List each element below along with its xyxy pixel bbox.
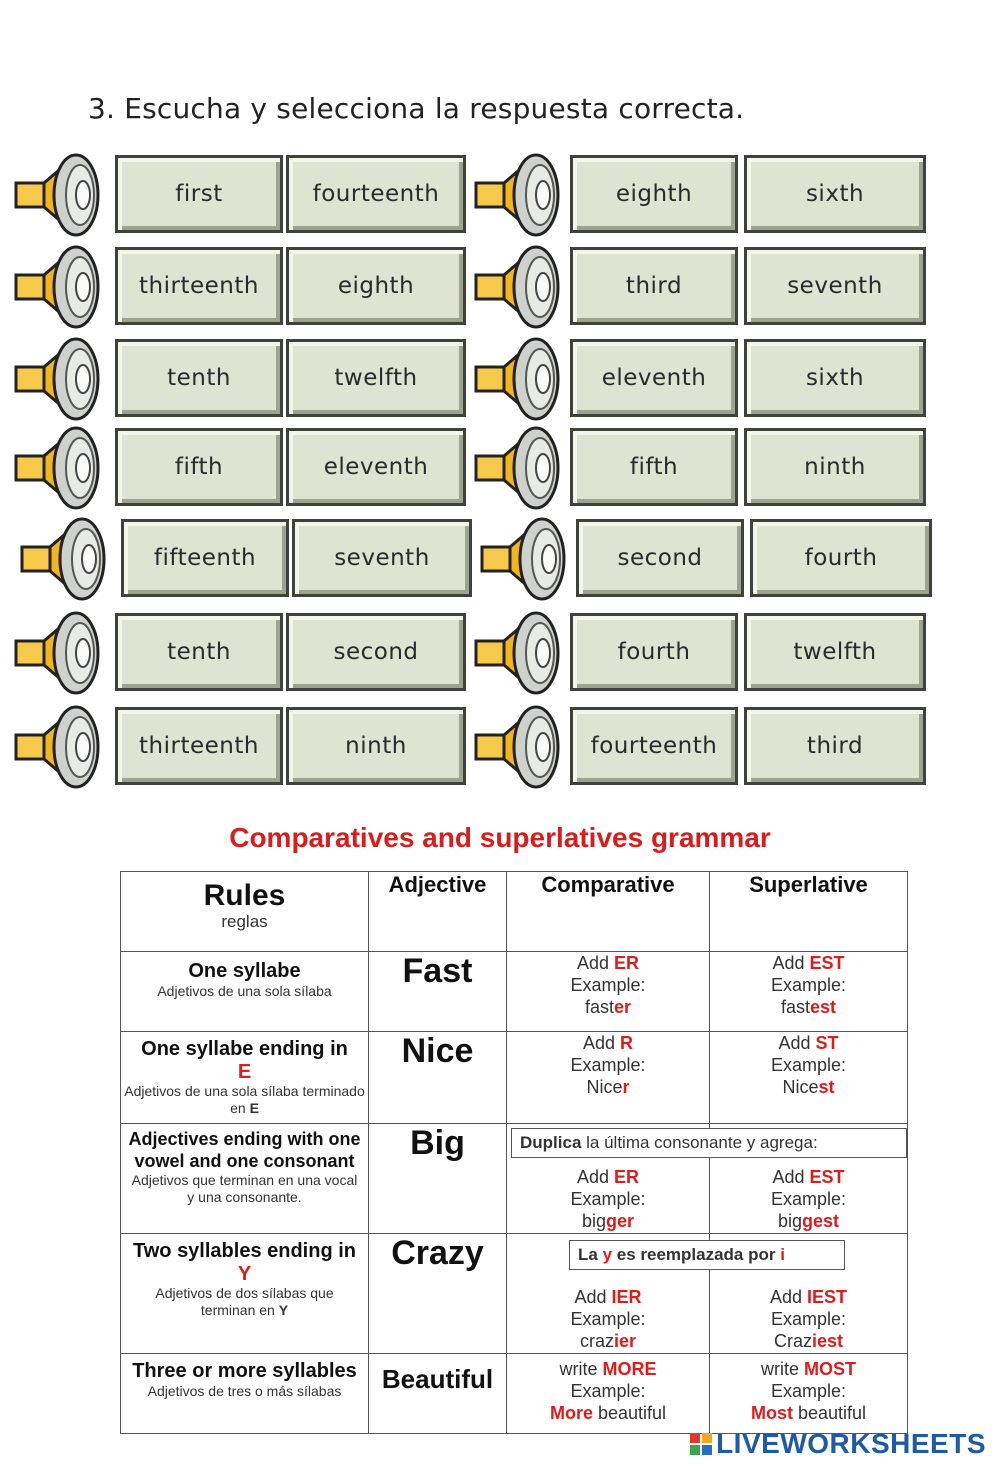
speaker-icon[interactable] <box>470 701 562 793</box>
rule-title: Adjectives ending with one vowel and one consonant <box>128 1129 361 1171</box>
comparative-header: Comparative <box>507 872 710 952</box>
rule-highlight: E <box>237 1061 252 1083</box>
rule-spanish: Adjetivos de una sola sílaba terminado en <box>124 1083 365 1116</box>
answer-option[interactable] <box>570 613 738 691</box>
answer-option-label: fifteenth <box>153 545 257 571</box>
adjective-cell: Big <box>369 1124 507 1234</box>
rule-title: One syllabe <box>188 960 301 982</box>
adjective-cell: Beautiful <box>369 1354 507 1434</box>
speaker-icon[interactable] <box>10 422 102 514</box>
answer-option-label: fourth <box>804 545 878 571</box>
answer-option[interactable] <box>744 613 926 691</box>
comparative-cell: Duplica la última consonante y agrega: Add ER Example: bigger <box>507 1124 710 1234</box>
rule-cell: Two syllables ending in Y Adjetivos de dos sílabas que terminan en Y <box>121 1234 369 1354</box>
superlative-cell: Add EST Example: fastest <box>710 952 908 1032</box>
answer-option[interactable] <box>570 339 738 417</box>
rules-header-sub: reglas <box>221 912 268 931</box>
rule-spanish: Adjetivos de tres o más sílabas <box>147 1383 342 1399</box>
rule-cell: One syllabe ending in E Adjetivos de una sola sílaba terminado en E <box>121 1032 369 1124</box>
answer-option-label: third <box>806 733 864 759</box>
answer-option[interactable] <box>744 339 926 417</box>
answer-option-label: second <box>617 545 703 571</box>
liveworksheets-logo: LIVEWORKSHEETS <box>690 1428 986 1460</box>
speaker-icon[interactable] <box>470 607 562 699</box>
speaker-icon[interactable] <box>470 422 562 514</box>
answer-option[interactable] <box>576 519 744 597</box>
answer-option-label: eighth <box>615 181 693 207</box>
answer-option[interactable] <box>570 707 738 785</box>
rule-cell <box>121 952 369 1032</box>
answer-option[interactable] <box>744 707 926 785</box>
answer-option[interactable] <box>750 519 932 597</box>
speaker-icon[interactable] <box>476 513 568 605</box>
answer-option-label: fifth <box>174 454 224 480</box>
table-row <box>121 1032 908 1124</box>
answer-option[interactable] <box>286 155 466 233</box>
answer-option-label: second <box>333 639 419 665</box>
answer-option-label: sixth <box>805 365 865 391</box>
speaker-icon[interactable] <box>470 333 562 425</box>
answer-option-label: twelfth <box>334 365 418 391</box>
superlative-cell: Add IEST Example: Craziest <box>710 1234 908 1354</box>
rule-title: Three or more syllables <box>132 1360 357 1382</box>
speaker-icon[interactable] <box>10 241 102 333</box>
answer-option-label: fourteenth <box>590 733 718 759</box>
logo-mark-icon <box>690 1433 712 1455</box>
adjective-header: Adjective <box>369 872 507 952</box>
answer-option-label: ninth <box>804 454 866 480</box>
answer-option-label: fourteenth <box>312 181 440 207</box>
comparative-cell: La y es reemplazada por i Add IER Example: crazier <box>507 1234 710 1354</box>
answer-option[interactable] <box>115 247 283 325</box>
rule-highlight: Y <box>237 1263 252 1285</box>
table-row <box>121 952 908 1032</box>
speaker-icon[interactable] <box>10 149 102 241</box>
answer-option[interactable] <box>115 339 283 417</box>
grammar-title: Comparatives and superlatives grammar <box>229 822 771 853</box>
answer-option[interactable] <box>121 519 289 597</box>
double-consonant-note: Duplica la última consonante y agrega: <box>511 1128 907 1158</box>
answer-option-label: thirteenth <box>139 733 259 759</box>
answer-option-label: fourth <box>617 639 691 665</box>
comparative-cell: write MORE Example: More beautiful <box>507 1354 710 1434</box>
answer-option-label: eighth <box>337 273 415 299</box>
answer-option-label: twelfth <box>793 639 877 665</box>
answer-option[interactable] <box>286 707 466 785</box>
rule-title: One syllabe ending in <box>141 1038 348 1060</box>
speaker-icon[interactable] <box>10 701 102 793</box>
answer-option-label: third <box>625 273 683 299</box>
speaker-icon[interactable] <box>16 513 108 605</box>
answer-option[interactable] <box>115 707 283 785</box>
rule-spanish: Adjetivos de dos sílabas que terminan en <box>155 1285 334 1318</box>
adjective-cell: Crazy <box>369 1234 507 1354</box>
answer-option[interactable] <box>744 155 926 233</box>
superlative-cell: write MOST Example: Most beautiful <box>710 1354 908 1434</box>
answer-option[interactable] <box>570 247 738 325</box>
y-replacement-note: La y es reemplazada por i <box>569 1240 845 1270</box>
comparative-cell: Add R Example: Nicer <box>507 1032 710 1124</box>
rules-header-label: Rules <box>203 879 286 912</box>
superlative-cell: Add EST Example: biggest <box>710 1124 908 1234</box>
rule-spanish: Adjetivos que terminan en una vocal y una consonante. <box>131 1172 358 1205</box>
table-row <box>121 1124 908 1234</box>
answer-option-label: thirteenth <box>139 273 259 299</box>
answer-option[interactable] <box>286 339 466 417</box>
answer-option[interactable] <box>115 428 283 506</box>
superlative-cell: Add ST Example: Nicest <box>710 1032 908 1124</box>
table-row <box>121 1234 908 1354</box>
rules-header <box>121 872 369 952</box>
answer-option[interactable] <box>570 428 738 506</box>
rule-spanish: Adjetivos de una sola sílaba <box>157 983 332 999</box>
adjective-cell: Fast <box>369 952 507 1032</box>
answer-option[interactable] <box>570 155 738 233</box>
speaker-icon[interactable] <box>470 241 562 333</box>
answer-option-label: tenth <box>167 639 231 665</box>
answer-option[interactable] <box>292 519 472 597</box>
answer-option-label: seventh <box>787 273 883 299</box>
answer-option-label: sixth <box>805 181 865 207</box>
answer-option[interactable] <box>115 613 283 691</box>
superlative-header: Superlative <box>710 872 908 952</box>
answer-option-label: tenth <box>167 365 231 391</box>
answer-option-label: first <box>175 181 223 207</box>
answer-option[interactable] <box>744 428 926 506</box>
answer-option-label: eleventh <box>323 454 429 480</box>
rule-cell <box>121 1124 369 1234</box>
grammar-table <box>120 871 908 1434</box>
speaker-icon[interactable] <box>10 607 102 699</box>
rule-title: Two syllables ending in <box>133 1240 356 1262</box>
comparative-cell: Add ER Example: faster <box>507 952 710 1032</box>
answer-option[interactable] <box>286 247 466 325</box>
table-header-row <box>121 872 908 952</box>
answer-option-label: ninth <box>345 733 407 759</box>
adjective-cell: Nice <box>369 1032 507 1124</box>
answer-option-label: fifth <box>629 454 679 480</box>
speaker-icon[interactable] <box>470 149 562 241</box>
instruction-text: 3. Escucha y selecciona la respuesta correcta. <box>88 92 745 125</box>
answer-option[interactable] <box>744 247 926 325</box>
table-row <box>121 1354 908 1434</box>
answer-option[interactable] <box>286 613 466 691</box>
answer-option-label: seventh <box>334 545 430 571</box>
answer-option-label: eleventh <box>601 365 707 391</box>
answer-option[interactable] <box>115 155 283 233</box>
speaker-icon[interactable] <box>10 333 102 425</box>
rule-cell <box>121 1354 369 1434</box>
answer-option[interactable] <box>286 428 466 506</box>
